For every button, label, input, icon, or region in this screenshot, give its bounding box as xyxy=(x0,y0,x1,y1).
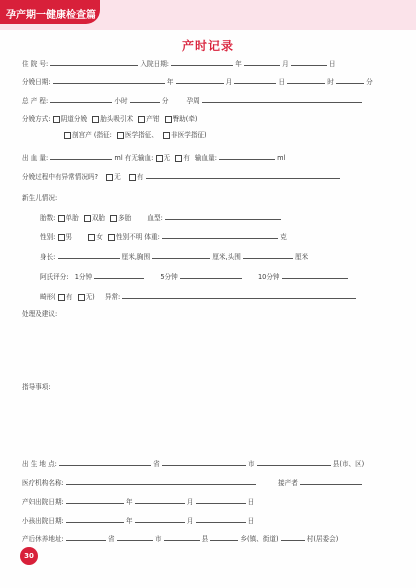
label-apgar-10min: 10分钟 xyxy=(257,273,280,281)
label-single: 单胎 xyxy=(65,214,79,222)
label-institution: 医疗机构名称: xyxy=(22,479,64,487)
row-gender xyxy=(40,231,287,242)
label-fetus-count: 胎数: xyxy=(40,214,56,222)
field-institution[interactable] xyxy=(66,477,256,485)
label-day: 日 xyxy=(278,78,286,86)
row-apgar xyxy=(40,271,348,282)
label-abnormal-q: 分娩过程中有异常情况吗? xyxy=(22,173,99,181)
checkbox-female[interactable] xyxy=(88,234,95,241)
checkbox-transfusion-yes[interactable] xyxy=(175,155,182,162)
label-cesarean: 剖宫产 (指征: xyxy=(72,131,112,139)
row-malformation xyxy=(40,291,356,302)
checkbox-malformation-no[interactable] xyxy=(78,294,85,301)
label-hour: 时 xyxy=(327,78,334,86)
checkbox-vaginal[interactable] xyxy=(53,116,60,123)
checkbox-single[interactable] xyxy=(58,215,65,222)
field-abnormal-detail[interactable] xyxy=(146,171,340,179)
label-breech: 胎头吸引术 xyxy=(100,115,134,123)
label-transfusion-q: 有无输血: xyxy=(124,154,154,162)
label-medical-indication: 医学指征、 xyxy=(124,131,158,139)
row-hospital-no xyxy=(22,58,335,69)
label-nonmedical-indication: 非医学指征) xyxy=(171,131,207,139)
field-gest-week[interactable] xyxy=(202,95,362,103)
label-addr-county: 县 xyxy=(201,535,209,543)
row-cesarean xyxy=(64,130,207,140)
row-postpartum-address xyxy=(22,533,338,544)
field-addr-province[interactable] xyxy=(66,533,106,541)
label-vaginal: 阴道分娩 xyxy=(60,115,88,123)
label-hours: 小时 xyxy=(114,97,128,105)
checkbox-cesarean[interactable] xyxy=(64,132,71,139)
label-ml: ml xyxy=(277,154,286,162)
field-delivery-year[interactable] xyxy=(53,76,165,84)
label-no: 无 xyxy=(163,154,171,162)
label-cm-head: 厘米,头围 xyxy=(212,253,241,261)
label-month: 月 xyxy=(186,498,194,506)
checkbox-breech[interactable] xyxy=(92,116,99,123)
field-admit-year[interactable] xyxy=(171,58,233,66)
label-birthplace: 出 生 地 点: xyxy=(22,460,57,468)
label-delivery-method: 分娩方式: xyxy=(22,115,51,123)
header-bar xyxy=(0,0,416,30)
label-year: 年 xyxy=(166,78,174,86)
field-admit-day[interactable] xyxy=(291,58,327,66)
row-abnormal xyxy=(22,171,340,182)
row-delivery-date xyxy=(22,76,373,87)
field-head[interactable] xyxy=(243,251,293,259)
field-mother-year[interactable] xyxy=(66,496,124,504)
label-transfusion-amount: 输血量: xyxy=(194,154,217,162)
field-mother-day[interactable] xyxy=(196,496,246,504)
field-apgar-10min[interactable] xyxy=(282,271,348,279)
checkbox-medical-indication[interactable] xyxy=(117,132,124,139)
label-year: 年 xyxy=(235,60,242,68)
field-delivery-minute[interactable] xyxy=(336,76,364,84)
label-apgar-5min: 5分钟 xyxy=(160,273,178,281)
field-mother-month[interactable] xyxy=(135,496,185,504)
checkbox-abnormal-none[interactable] xyxy=(106,174,113,181)
label-baby-discharge: 小孩出院日期: xyxy=(22,517,64,525)
label-day: 日 xyxy=(247,498,255,506)
checkbox-multi[interactable] xyxy=(110,215,117,222)
field-blood-type[interactable] xyxy=(165,212,281,220)
field-admit-month[interactable] xyxy=(244,58,280,66)
label-treatment: 处理及建议: xyxy=(22,310,58,318)
label-apgar: 阿氏评分: xyxy=(40,273,69,281)
label-day: 日 xyxy=(247,517,255,525)
field-chest[interactable] xyxy=(152,251,210,259)
label-year: 年 xyxy=(126,498,133,506)
label-assist: 臀助(牵) xyxy=(172,115,198,123)
label-city: 市 xyxy=(247,460,255,468)
checkbox-male[interactable] xyxy=(58,234,65,241)
label-cm-chest: 厘米,胸围 xyxy=(121,253,151,261)
label-gender-unknown: 性别不明 xyxy=(115,233,143,241)
row-birthplace xyxy=(22,458,364,469)
row-total-labor xyxy=(22,95,362,106)
label-guidance: 指导事项: xyxy=(22,383,51,391)
field-labor-minutes[interactable] xyxy=(130,95,160,103)
label-addr-city: 市 xyxy=(154,535,162,543)
label-addr-province: 省 xyxy=(108,535,115,543)
checkbox-abnormal-have[interactable] xyxy=(129,174,136,181)
field-birth-city[interactable] xyxy=(162,458,246,466)
field-birth-county[interactable] xyxy=(257,458,331,466)
label-female: 女 xyxy=(96,233,103,241)
label-postpartum-address: 产后休养地址: xyxy=(22,535,64,543)
label-ml: ml xyxy=(114,154,123,162)
field-transfusion-amount[interactable] xyxy=(219,152,275,160)
label-male: 男 xyxy=(65,233,73,241)
label-none: 无 xyxy=(114,173,121,181)
label-minute: 分 xyxy=(161,97,169,105)
field-addr-county[interactable] xyxy=(164,533,200,541)
field-apgar-5min[interactable] xyxy=(180,271,242,279)
field-delivery-hour[interactable] xyxy=(287,76,325,84)
label-weight: 体重: xyxy=(144,233,160,241)
field-labor-hours[interactable] xyxy=(50,95,112,103)
label-blood-loss: 出 血 量: xyxy=(22,154,49,162)
field-abnormality[interactable] xyxy=(122,291,356,299)
label-forceps: 产钳 xyxy=(146,115,160,123)
checkbox-forceps[interactable] xyxy=(138,116,145,123)
field-addr-city[interactable] xyxy=(117,533,153,541)
field-baby-day[interactable] xyxy=(196,515,246,523)
label-month: 月 xyxy=(186,517,194,525)
field-hospital-no[interactable] xyxy=(50,58,138,66)
label-yes: 有 xyxy=(183,154,190,162)
field-baby-year[interactable] xyxy=(66,515,124,523)
label-midwife: 接产者 xyxy=(278,479,298,487)
label-abnormality: 异常: xyxy=(104,293,121,301)
field-birth-province[interactable] xyxy=(59,458,151,466)
label-total-labor: 总 产 程: xyxy=(22,97,49,105)
checkbox-gender-unknown[interactable] xyxy=(108,234,115,241)
field-length[interactable] xyxy=(58,251,120,259)
page-title: 产时记录 xyxy=(181,39,234,53)
checkbox-transfusion-no[interactable] xyxy=(156,155,163,162)
label-month: 月 xyxy=(225,78,233,86)
checkbox-twin[interactable] xyxy=(84,215,91,222)
label-county: 县(市、区) xyxy=(332,460,365,468)
label-mal-no: 无) xyxy=(85,293,95,301)
label-month: 月 xyxy=(282,60,289,68)
label-malformation: 畸形( xyxy=(40,293,56,301)
label-admit-date: 入院日期: xyxy=(140,60,170,68)
label-gender: 性别: xyxy=(40,233,56,241)
field-delivery-month[interactable] xyxy=(176,76,224,84)
checkbox-malformation-yes[interactable] xyxy=(58,294,65,301)
label-province: 省 xyxy=(153,460,160,468)
checkbox-assist[interactable] xyxy=(165,116,172,123)
field-addr-township[interactable] xyxy=(210,533,238,541)
row-baby-discharge xyxy=(22,515,254,526)
row-blood-loss xyxy=(22,152,285,163)
field-delivery-day[interactable] xyxy=(234,76,276,84)
row-length xyxy=(40,251,308,262)
label-year: 年 xyxy=(126,517,133,525)
field-weight[interactable] xyxy=(162,231,278,239)
row-mother-discharge xyxy=(22,496,254,507)
row-fetus-count xyxy=(40,212,281,223)
row-institution xyxy=(22,477,362,488)
header-title: 孕产期一健康检查篇 xyxy=(6,10,96,21)
label-multi: 多胎 xyxy=(118,214,132,222)
label-weight-unit: 克 xyxy=(280,233,287,241)
label-gest-week: 孕周 xyxy=(186,97,200,105)
label-day: 日 xyxy=(328,60,336,68)
field-apgar-1min[interactable] xyxy=(94,271,144,279)
field-blood-loss[interactable] xyxy=(50,152,112,160)
field-midwife[interactable] xyxy=(300,477,362,485)
label-minute: 分 xyxy=(366,78,373,86)
label-addr-township: 乡(镇、街道) xyxy=(240,535,279,543)
label-twin: 双胎 xyxy=(91,214,106,222)
label-blood-type: 血型: xyxy=(147,214,163,222)
label-mal-yes: 有 xyxy=(65,293,73,301)
label-cm: 厘米 xyxy=(295,253,309,261)
label-have: 有 xyxy=(136,173,144,181)
label-delivery-date: 分娩日期: xyxy=(22,78,51,86)
label-addr-village: 村(居委会) xyxy=(306,535,339,543)
label-hospital-no: 住 院 号: xyxy=(22,60,49,68)
field-baby-month[interactable] xyxy=(135,515,185,523)
checkbox-nonmedical-indication[interactable] xyxy=(163,132,170,139)
label-length: 身长: xyxy=(40,253,56,261)
section-newborn: 新生儿情况: xyxy=(22,194,58,202)
label-mother-discharge: 产妇出院日期: xyxy=(22,498,64,506)
row-delivery-method xyxy=(22,114,198,124)
page-number: 30 xyxy=(20,547,38,565)
label-apgar-1min: 1分钟 xyxy=(74,273,93,281)
field-addr-village[interactable] xyxy=(281,533,305,541)
